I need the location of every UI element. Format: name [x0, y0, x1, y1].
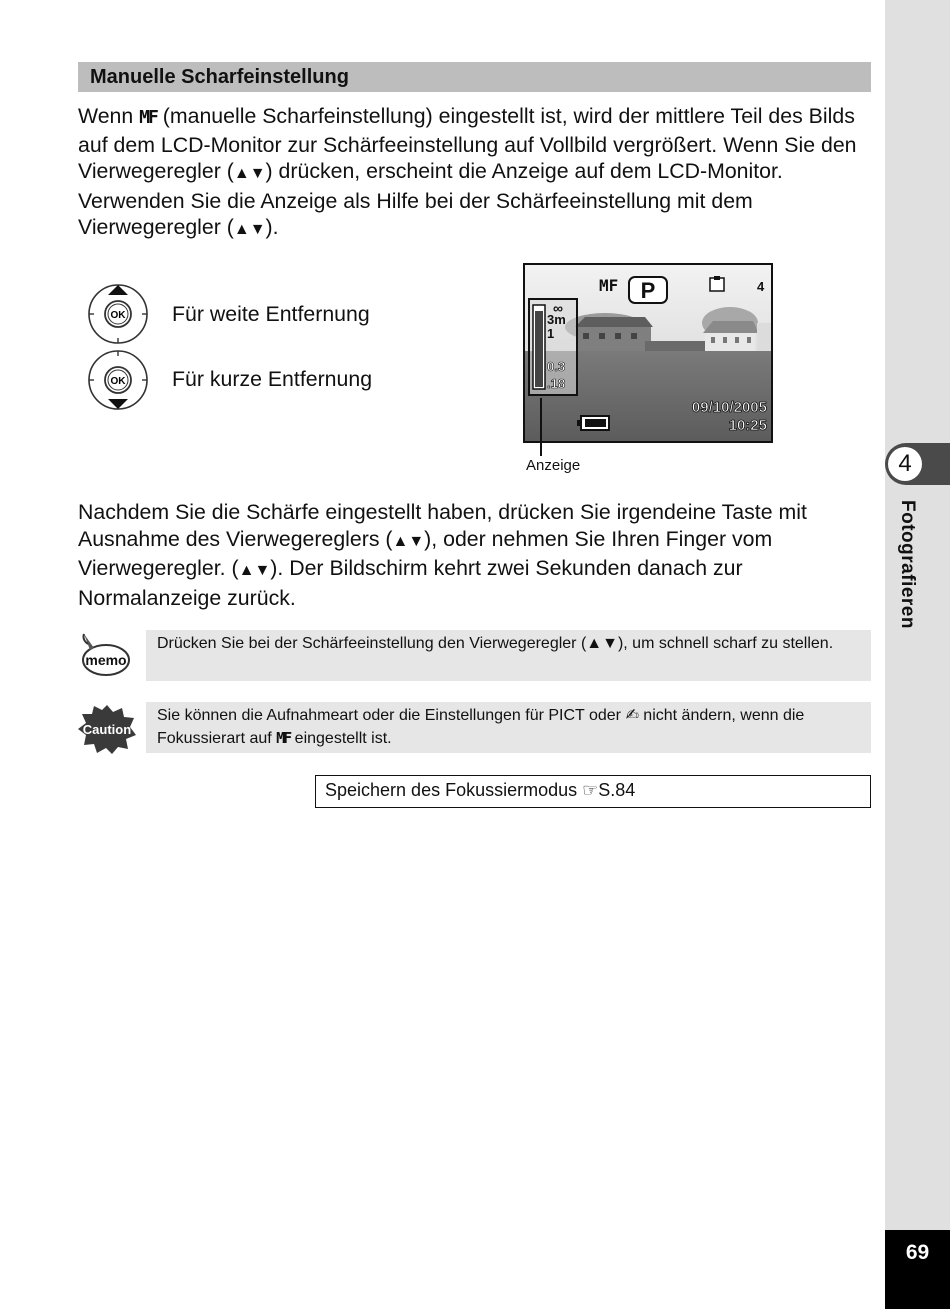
memo-text-2: ), um schnell scharf zu stellen.: [617, 635, 834, 652]
up-down-arrows: ▲▼: [392, 532, 425, 550]
mf-symbol: MF: [276, 729, 291, 747]
reference-pointer-icon: ☞: [582, 780, 599, 800]
caution-note: [146, 702, 871, 753]
page-number: 69: [885, 1230, 950, 1309]
svg-text:10:25: 10:25: [728, 417, 767, 434]
svg-text:0.3: 0.3: [547, 359, 566, 374]
battery-icon: [577, 416, 609, 430]
lcd-monitor-illustration: [523, 263, 773, 443]
after-text-1: Nachdem Sie die Schärfe eingestellt haben, drücken Sie irgendeine Taste mit Ausnahme des Vierwegereglers (: [78, 500, 807, 551]
single-frame-icon: [710, 276, 724, 291]
intro-text-1: Wenn: [78, 104, 140, 128]
memo-icon: [78, 630, 132, 678]
after-text-2: ), oder nehmen Sie Ihren Finger vom Vierwegeregler. (: [78, 526, 773, 581]
caution-icon: [78, 704, 136, 754]
up-down-arrows: ▲▼: [233, 165, 266, 183]
svg-text:memo: memo: [85, 652, 127, 668]
svg-text:1: 1: [547, 326, 555, 341]
reference-text: Speichern des Fokussiermodus: [325, 780, 583, 800]
mf-symbol: MF: [139, 107, 157, 128]
up-down-arrows: ▲▼: [238, 562, 271, 580]
svg-text:OK: OK: [110, 376, 126, 387]
intro-paragraph: [78, 103, 873, 244]
reference-page-link[interactable]: S.84: [598, 780, 636, 800]
four-way-controller-down-icon: [86, 348, 150, 412]
after-text-3: ). Der Bildschirm kehrt zwei Sekunden danach zur Normalanzeige zurück.: [78, 556, 743, 610]
up-down-arrows: ▲▼: [586, 635, 618, 652]
svg-text:4: 4: [757, 279, 765, 294]
svg-text:3m: 3m: [547, 312, 566, 327]
caution-text-2: nicht ändern, wenn die Fokussierart auf: [157, 707, 805, 747]
memo-text-1: Drücken Sie bei der Schärfeeinstellung den Vierwegeregler (: [157, 635, 587, 652]
svg-text:OK: OK: [110, 310, 126, 321]
intro-text-3: ) drücken, erscheint die Anzeige auf dem LCD-Monitor. Verwenden Sie die Anzeige als Hilfe bei der Schärfeeinstellung mit dem Vierwegeregler (: [78, 159, 783, 240]
far-distance-label: Für weite Entfernung: [172, 302, 370, 326]
near-distance-label: Für kurze Entfernung: [172, 367, 373, 391]
svg-text:.18: .18: [547, 376, 566, 391]
caution-text-3: eingestellt ist.: [290, 730, 392, 747]
section-heading: Manuelle Scharfeinstellung: [78, 62, 871, 92]
svg-text:Caution: Caution: [82, 722, 132, 737]
svg-text:MF: MF: [599, 276, 619, 295]
pict-settings-symbol: ✍: [625, 707, 639, 724]
memo-note: [146, 630, 871, 681]
four-way-controller-up-icon: [86, 282, 150, 346]
caution-text-1: Sie können die Aufnahmeart oder die Einstellungen für PICT oder: [157, 707, 626, 724]
svg-text:P: P: [640, 278, 656, 303]
intro-text-4: ).: [265, 215, 279, 240]
svg-text:09/10/2005: 09/10/2005: [691, 399, 767, 416]
callout-line: [540, 398, 542, 456]
chapter-sidebar: [885, 0, 950, 1309]
intro-text-2: (manuelle Scharfeinstellung) eingestellt ist, wird der mittlere Teil des Bilds auf dem LCD-Monitor zur Schärfeeinstellung auf Vollbild vergrößert. Wenn Sie den Vierwegeregler (: [78, 104, 857, 184]
svg-text:∞: ∞: [553, 300, 563, 316]
chapter-number: 4: [888, 447, 922, 481]
chapter-title: Fotografieren: [897, 500, 918, 629]
callout-label: Anzeige: [526, 457, 581, 474]
after-paragraph: [78, 499, 873, 611]
page-reference-box: [315, 775, 871, 808]
up-down-arrows: ▲▼: [233, 221, 266, 239]
